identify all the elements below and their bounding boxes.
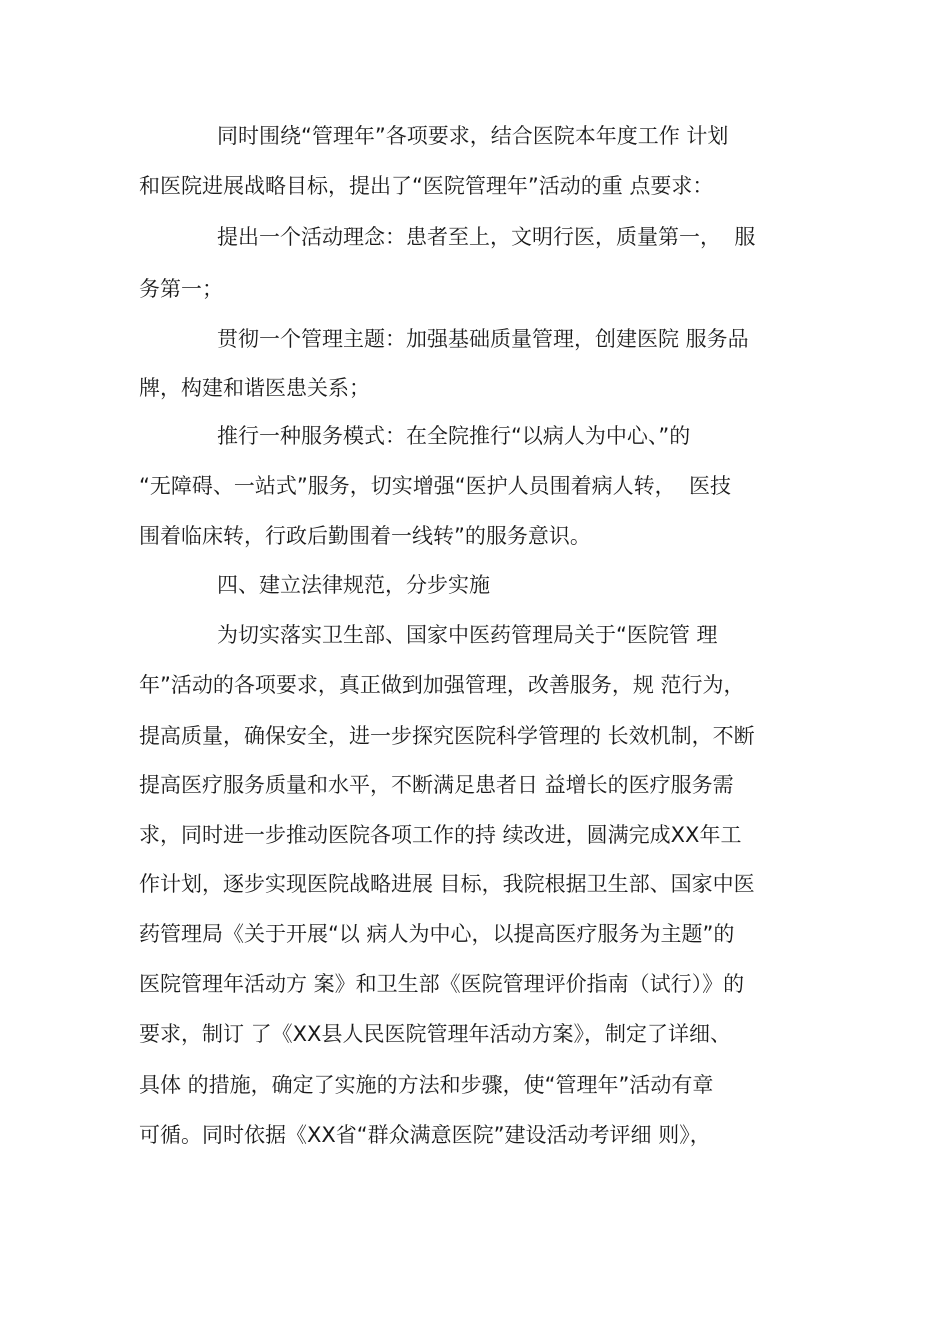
paragraph-line-5: 贯彻一个管理主题：加强基础质量管理，创建医院 服务品 [217, 327, 749, 351]
paragraph-line-2: 和医院进展战略目标，提出了“医院管理年”活动的重 点要求： [139, 174, 714, 198]
paragraph-line-12: 年”活动的各项要求，真正做到加强管理，改善服务，规 范行为， [139, 673, 745, 697]
paragraph-line-17: 药管理局《关于开展“以 病人为中心，以提高医疗服务为主题”的 [139, 922, 735, 946]
paragraph-line-7: 推行一种服务模式：在全院推行“以病人为中心、”的 [217, 424, 691, 448]
paragraph-line-1: 同时围绕“管理年”各项要求，结合医院本年度工作 计划 [217, 124, 729, 148]
paragraph-line-15: 求，同时进一步推动医院各项工作的持 续改进，圆满完成XX年工 [139, 823, 742, 847]
paragraph-line-20: 具体 的措施，确定了实施的方法和步骤，使“管理年”活动有章 [139, 1073, 714, 1097]
paragraph-line-14: 提高医疗服务质量和水平，不断满足患者日 益增长的医疗服务需 [139, 773, 734, 797]
paragraph-line-3: 提出一个活动理念：患者至上，文明行医，质量第一， 服 [217, 225, 756, 249]
paragraph-line-16: 作计划，逐步实现医院战略进展 目标，我院根据卫生部、国家中医 [139, 872, 755, 896]
paragraph-line-4: 务第一； [139, 277, 223, 301]
paragraph-line-9: 围着临床转，行政后勤围着一线转”的服务意识。 [139, 524, 591, 548]
paragraph-line-21: 可循。同时依据《XX省“群众满意医院”建设活动考评细 则》， [139, 1123, 711, 1147]
section-heading: 四、建立法律规范，分步实施 [217, 573, 490, 597]
paragraph-line-6: 牌，构建和谐医患关系； [139, 376, 370, 400]
paragraph-line-18: 医院管理年活动方 案》和卫生部《医院管理评价指南（试行）》的 [139, 972, 745, 996]
paragraph-line-19: 要求，制订 了《XX县人民医院管理年活动方案》，制定了详细、 [139, 1022, 731, 1046]
paragraph-line-11: 为切实落实卫生部、国家中医药管理局关于“医院管 理 [217, 623, 718, 647]
paragraph-line-8: “无障碍、一站式”服务，切实增强“医护人员围着病人转， 医技 [139, 474, 731, 498]
paragraph-line-13: 提高质量，确保安全，进一步探究医院科学管理的 长效机制，不断 [139, 724, 755, 748]
